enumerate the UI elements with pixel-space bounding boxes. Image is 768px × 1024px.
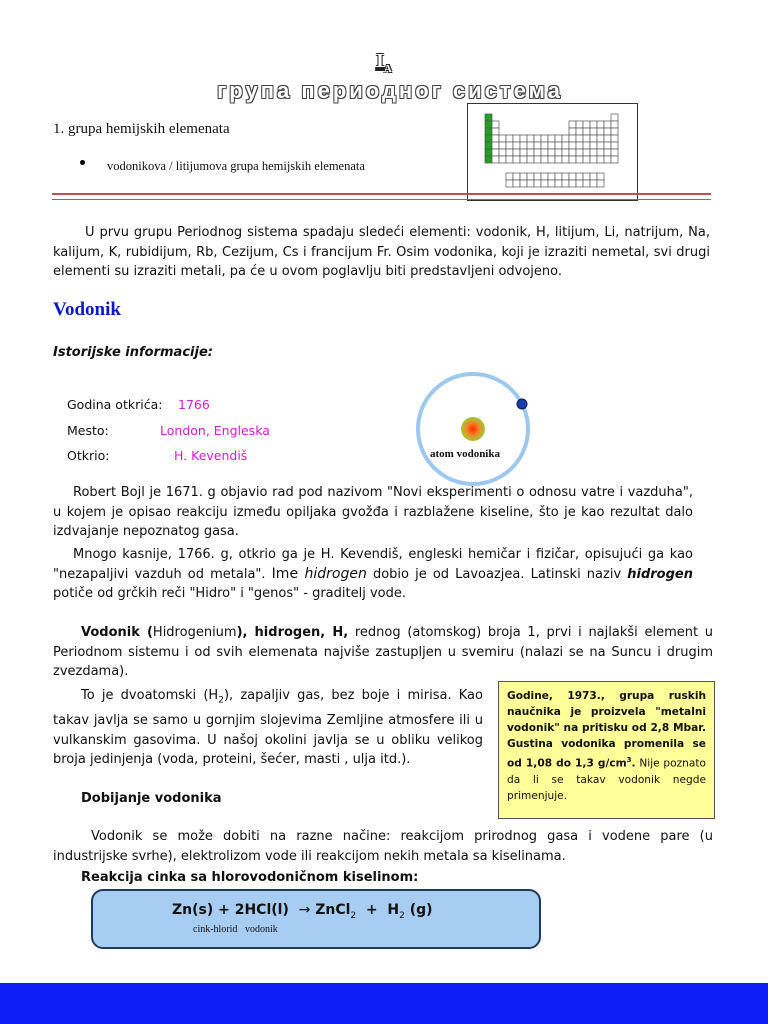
- atom-label: atom vodonika: [430, 448, 500, 460]
- paragraph-definition: Vodonik (Hidrogenium), hidrogen, H, rednog (atomskog) broja 1, prvi i najlakši element u Periodnom sistemu i od svih elemenata najviše zastupljen u svemiru (nalazi se na Suncu i drugim zvezdama).: [53, 625, 714, 679]
- periodic-table-image: [467, 103, 638, 201]
- section-heading: 1. grupa hemijskih elemenata: [53, 121, 230, 137]
- atom-icon: [413, 371, 533, 491]
- paragraph-history: Robert Bojl je 1671. g objavio rad pod nazivom "Novi eksperimenti o odnosu vatre i vazduha", u kojem je opisao reakciju između opiljaka gvožđa i razblažene kiseline, što je kao rezultat dalo izdvajanje nepoznatog gasa.: [53, 485, 693, 539]
- place-value: London, Engleska: [160, 423, 270, 438]
- intro-paragraph: U prvu grupu Periodnog sistema spadaju sledeći elementi: vodonik, H, litijum, Li, natrijum, Na, kalijum, K, rubidijum, Rb, Cezijum, Cs i francijum Fr. Osim vodonika, koji je izraziti nemetal, svi drugi elementi su izraziti metali, pa će u ovom poglavlju biti predstavljeni odvojeno.: [53, 225, 710, 279]
- periodic-table-icon: [468, 104, 637, 200]
- chemical-equation: Zn(s) + 2HCl(l) → ZnCl$_2$ + $H_2$ (g): [172, 902, 433, 921]
- label-hydrogen: vodonik: [244, 924, 278, 935]
- section-title: Vodonik: [53, 299, 121, 320]
- note-box: Godine, 1973., grupa ruskih naučnika je proizvela "metalni vodonik" na pritisku od 2,8 Mbar. Gustina vodonika promenila se od 1,08 do 1,3 $g/cm^3$. Nije poznato da li se takav vodonik negde primenjuje.: [498, 681, 715, 819]
- reaction-heading: Reakcija cinka sa hlorovodoničnom kiselinom:: [81, 870, 419, 885]
- divider-line: [52, 193, 711, 195]
- paragraph-properties: To je dvoatomski $(H_2)$, zapaljiv gas, bez boje i mirisa. Kao takav javlja se samo u gornjim slojevima Zemljine atmosfere ili u vulkanskim gasovima. U našoj okolini javlja se u obliku velikog broja jedinjenja (voda, proteini, šećer, masti , ulja itd.).: [53, 688, 483, 768]
- paragraph-production: Vodonik se može dobiti na razne načine: reakcijom prirodnog gasa i vodene pare (u industrijske svrhe), elektrolizom vode ili reakcijom nekih metala sa kiselinama.: [53, 829, 713, 864]
- divider-line: [52, 199, 711, 200]
- page-title: група периодног система: [217, 78, 563, 103]
- discoverer-value: H. Kevendiš: [174, 448, 248, 463]
- bullet-item: vodonikova / litijumova grupa hemijskih elemenata: [107, 159, 365, 173]
- footer-bar: [0, 983, 768, 1024]
- label-zinc-chloride: cink-hlorid: [193, 924, 238, 935]
- bullet-marker: [80, 160, 85, 165]
- place-label: Mesto:: [67, 423, 109, 438]
- year-value: 1766: [178, 397, 210, 412]
- discoverer-label: Otkrio:: [67, 448, 110, 463]
- paragraph-discovery: Mnogo kasnije, 1766. g, otkrio ga je H. Kevendiš, engleski hemičar i fizičar, opisujući ga kao "nezapaljivi vazduh od metala". Ime hidrogen dobio je od Lavoazjea. Latinski naziv hidrogen potiče od grčkih reči "Hidro" i "genos" - graditelj vode.: [53, 547, 693, 601]
- title-group-label: $I_A$: [376, 50, 392, 75]
- production-heading: Dobijanje vodonika: [81, 791, 222, 806]
- hydrogen-atom-image: [413, 371, 533, 491]
- year-label: Godina otkrića:: [67, 397, 163, 412]
- equation-labels: [193, 924, 278, 935]
- history-heading: Istorijske informacije:: [53, 345, 213, 360]
